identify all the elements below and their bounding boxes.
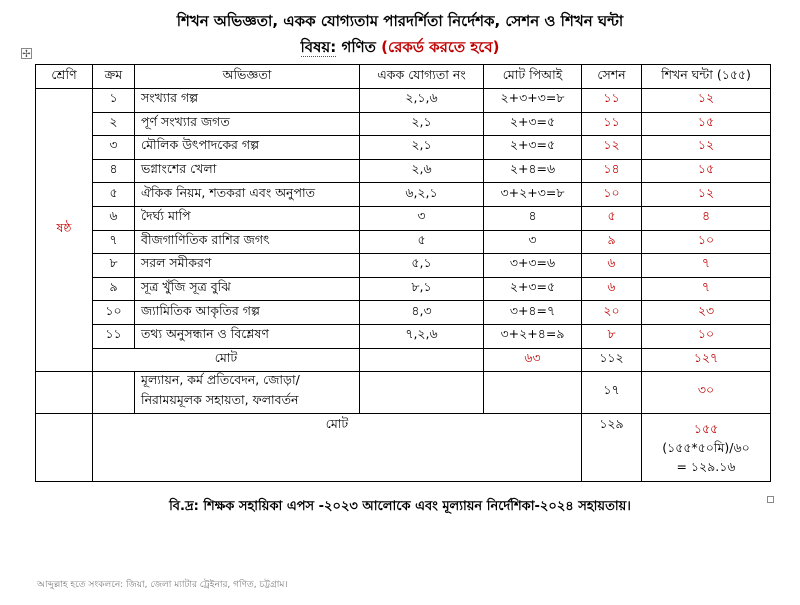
pi-cell: ৩ bbox=[484, 230, 582, 254]
table-row bbox=[36, 136, 771, 160]
serial-cell: ১ bbox=[93, 89, 135, 113]
experience-cell: সূত্র খুঁজি সূত্র বুঝি bbox=[135, 277, 360, 301]
competency-cell: ২,৬ bbox=[360, 159, 484, 183]
total-hours bbox=[642, 413, 771, 481]
pi-cell: ২+৪=৬ bbox=[484, 159, 582, 183]
experience-cell: ভগ্নাংশের খেলা bbox=[135, 159, 360, 183]
session-cell: ৬ bbox=[582, 277, 642, 301]
table-header-row bbox=[36, 65, 771, 89]
session-cell: ১১ bbox=[582, 112, 642, 136]
experience-cell: বীজগাণিতিক রাশির জগৎ bbox=[135, 230, 360, 254]
assessment-pi-empty bbox=[484, 371, 582, 413]
hours-cell: ১২ bbox=[642, 89, 771, 113]
pi-cell: ৪ bbox=[484, 206, 582, 230]
experience-cell: জ্যামিতিক আকৃতির গল্প bbox=[135, 301, 360, 325]
competency-cell: ৩ bbox=[360, 206, 484, 230]
pi-cell: ৩+২+৩=৮ bbox=[484, 183, 582, 207]
session-cell: ৮ bbox=[582, 324, 642, 348]
footnote: বি.দ্র: শিক্ষক সহায়িকা এপস -২০২৩ আলোকে এবং মূল্যায়ন নির্দেশিকা-২০২৪ সহায়তায়। bbox=[169, 499, 631, 514]
subtotal-row bbox=[36, 348, 771, 371]
assessment-hours: ৩০ bbox=[642, 371, 771, 413]
hours-cell: ৪ bbox=[642, 206, 771, 230]
assessment-class-empty bbox=[36, 371, 93, 413]
experience-cell: ঐকিক নিয়ম, শতকরা এবং অনুপাত bbox=[135, 183, 360, 207]
pi-cell: ৩+২+৪=৯ bbox=[484, 324, 582, 348]
assessment-label-line2: নিরাময়মূলক সহায়তা, ফলাবর্তন bbox=[141, 392, 299, 408]
curriculum-table bbox=[35, 64, 771, 482]
serial-cell: ৯ bbox=[93, 277, 135, 301]
table-row bbox=[36, 159, 771, 183]
session-cell: ১২ bbox=[582, 136, 642, 160]
total-class-empty bbox=[36, 413, 93, 481]
subtotal-hours: ১২৭ bbox=[642, 348, 771, 371]
subject-label: বিষয়: bbox=[300, 38, 337, 56]
pi-cell: ৩+৪=৭ bbox=[484, 301, 582, 325]
hours-cell: ১২ bbox=[642, 136, 771, 160]
total-session: ১২৯ bbox=[582, 413, 642, 481]
serial-cell: ১০ bbox=[93, 301, 135, 325]
serial-cell: ৫ bbox=[93, 183, 135, 207]
session-cell: ১০ bbox=[582, 183, 642, 207]
header-learning-hours: শিখন ঘন্টা (১৫৫) bbox=[642, 65, 771, 89]
competency-cell: ৪,৩ bbox=[360, 301, 484, 325]
competency-cell: ৫,১ bbox=[360, 254, 484, 278]
header-class: শ্রেণি bbox=[36, 65, 93, 89]
table-row bbox=[36, 112, 771, 136]
experience-cell: সরল সমীকরণ bbox=[135, 254, 360, 278]
assessment-label bbox=[135, 371, 360, 413]
competency-cell: ২,১ bbox=[360, 112, 484, 136]
session-cell: ৫ bbox=[582, 206, 642, 230]
subject-name: গণিত bbox=[341, 38, 376, 56]
pi-cell: ২+৩=৫ bbox=[484, 136, 582, 160]
page-footer: আব্দুল্লাহ হতে সংকলনে: জিয়া, জেলা ম্যাটার ট্রেইনার, গণিত, চট্টগ্রাম। bbox=[37, 580, 288, 590]
hours-cell: ১২ bbox=[642, 183, 771, 207]
experience-cell: দৈর্ঘ্য মাপি bbox=[135, 206, 360, 230]
pi-cell: ২+৩=৫ bbox=[484, 277, 582, 301]
table-row bbox=[36, 183, 771, 207]
header-session: সেশন bbox=[582, 65, 642, 89]
experience-cell: মৌলিক উৎপাদকের গল্প bbox=[135, 136, 360, 160]
experience-cell: তথ্য অনুসন্ধান ও বিশ্লেষণ bbox=[135, 324, 360, 348]
total-hours-result: = ১২৯.১৬ bbox=[676, 458, 736, 474]
hours-cell: ১৫ bbox=[642, 159, 771, 183]
table-row bbox=[36, 230, 771, 254]
table-row bbox=[36, 254, 771, 278]
header-total-pi: মোট পিআই bbox=[484, 65, 582, 89]
pi-cell: ২+৩=৫ bbox=[484, 112, 582, 136]
subtotal-label: মোট bbox=[93, 348, 360, 371]
total-hours-value: ১৫৫ bbox=[693, 420, 719, 436]
assessment-row bbox=[36, 371, 771, 413]
header-experience: অভিজ্ঞতা bbox=[135, 65, 360, 89]
hours-cell: ১০ bbox=[642, 230, 771, 254]
competency-cell: ২,১,৬ bbox=[360, 89, 484, 113]
pi-cell: ২+৩+৩=৮ bbox=[484, 89, 582, 113]
competency-cell: ৬,২,১ bbox=[360, 183, 484, 207]
serial-cell: ৮ bbox=[93, 254, 135, 278]
assessment-competency-empty bbox=[360, 371, 484, 413]
assessment-serial-empty bbox=[93, 371, 135, 413]
hours-cell: ৭ bbox=[642, 277, 771, 301]
competency-cell: ৫ bbox=[360, 230, 484, 254]
header-competency: একক যোগ্যতা নং bbox=[360, 65, 484, 89]
table-row bbox=[36, 301, 771, 325]
serial-cell: ৬ bbox=[93, 206, 135, 230]
table-move-handle-icon[interactable]: ✢ bbox=[22, 49, 31, 60]
record-note: (রেকর্ড করতে হবে) bbox=[381, 38, 500, 56]
pi-cell: ৩+৩=৬ bbox=[484, 254, 582, 278]
session-cell: ১৪ bbox=[582, 159, 642, 183]
serial-cell: ১১ bbox=[93, 324, 135, 348]
document-title: শিখন অভিজ্ঞতা, একক যোগ্যতাম পারদর্শিতা নির্দেশক, সেশন ও শিখন ঘন্টা bbox=[176, 12, 624, 30]
session-cell: ৯ bbox=[582, 230, 642, 254]
experience-cell: সংখ্যার গল্প bbox=[135, 89, 360, 113]
session-cell: ৬ bbox=[582, 254, 642, 278]
assessment-session: ১৭ bbox=[582, 371, 642, 413]
competency-cell: ৮,১ bbox=[360, 277, 484, 301]
serial-cell: ২ bbox=[93, 112, 135, 136]
table-row bbox=[36, 89, 771, 113]
total-hours-formula: (১৫৫*৫০মি)/৬০ bbox=[662, 439, 750, 455]
competency-cell: ৭,২,৬ bbox=[360, 324, 484, 348]
serial-cell: ৭ bbox=[93, 230, 135, 254]
competency-cell: ২,১ bbox=[360, 136, 484, 160]
subtotal-session: ১১২ bbox=[582, 348, 642, 371]
subtotal-pi: ৬৩ bbox=[484, 348, 582, 371]
header-serial: ক্রম bbox=[93, 65, 135, 89]
experience-cell: পূর্ণ সংখ্যার জগত bbox=[135, 112, 360, 136]
hours-cell: ১৫ bbox=[642, 112, 771, 136]
table-row bbox=[36, 277, 771, 301]
hours-cell: ৭ bbox=[642, 254, 771, 278]
hours-cell: ২৩ bbox=[642, 301, 771, 325]
table-row bbox=[36, 324, 771, 348]
total-row bbox=[36, 413, 771, 481]
total-label: মোট bbox=[93, 413, 582, 481]
assessment-label-line1: মূল্যায়ন, কর্ম প্রতিবেদন, জোড়া/ bbox=[141, 372, 300, 388]
table-row bbox=[36, 206, 771, 230]
serial-cell: ৪ bbox=[93, 159, 135, 183]
session-cell: ১১ bbox=[582, 89, 642, 113]
document-subtitle bbox=[0, 36, 800, 61]
session-cell: ২০ bbox=[582, 301, 642, 325]
class-cell: ষষ্ঠ bbox=[36, 89, 93, 372]
serial-cell: ৩ bbox=[93, 136, 135, 160]
hours-cell: ১০ bbox=[642, 324, 771, 348]
subtotal-competency-empty bbox=[360, 348, 484, 371]
